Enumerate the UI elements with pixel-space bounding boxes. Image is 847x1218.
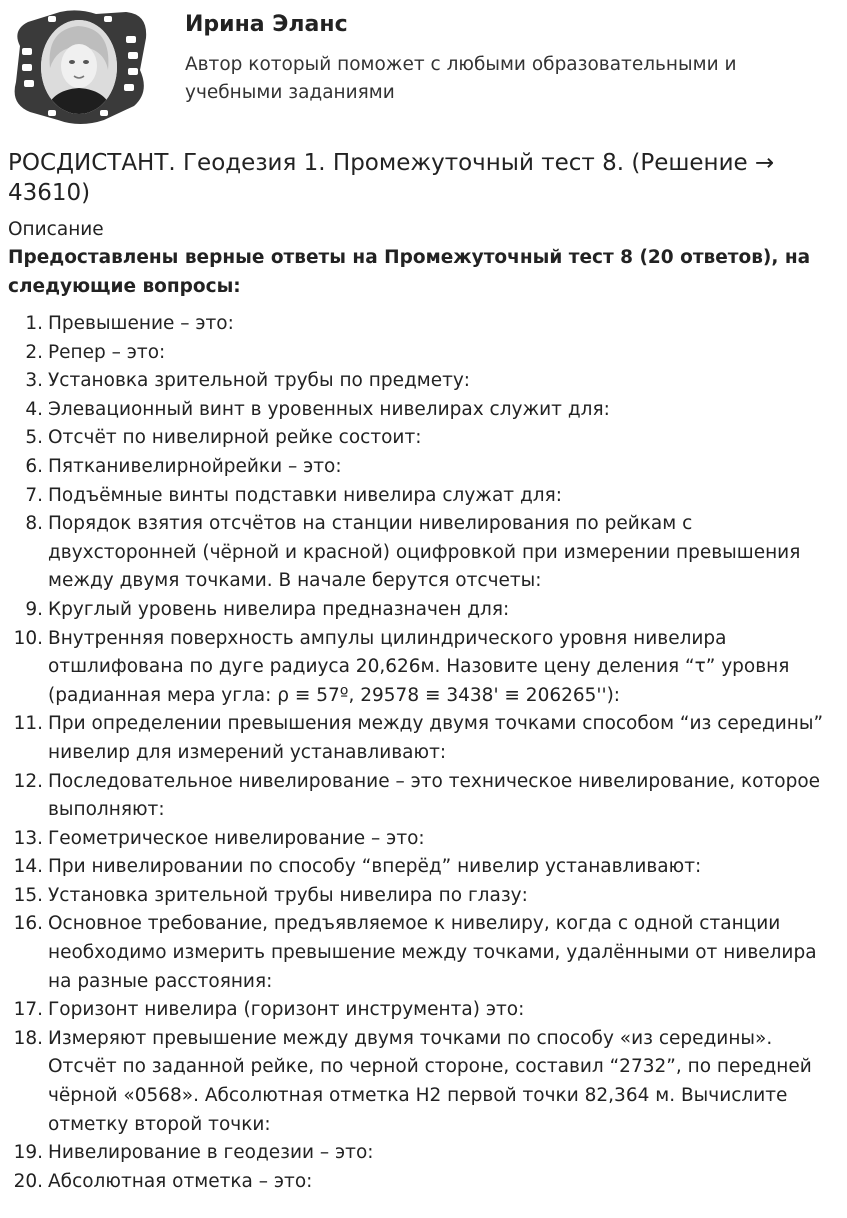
question-item: [0, 1139, 840, 1168]
question-text: Последовательное нивелирование – это техническое нивелирование, которое выполняют:: [48, 770, 821, 821]
question-number: 20.: [13, 1170, 43, 1192]
question-number: 13.: [13, 827, 43, 849]
question-number: 14.: [13, 856, 43, 878]
question-text: Круглый уровень нивелира предназначен для:: [48, 598, 510, 620]
question-number: 17.: [13, 999, 43, 1021]
question-text: Нивелирование в геодезии – это:: [48, 1142, 374, 1164]
question-text: Горизонт нивелира (горизонт инструмента) это:: [48, 999, 525, 1021]
question-text: Элевационный винт в уровенных нивелирах служит для:: [48, 398, 610, 420]
questions-list: [0, 310, 840, 1196]
page-title: РОСДИСТАНТ. Геодезия 1. Промежуточный тест 8. (Решение → 43610): [8, 150, 775, 206]
question-text: Геометрическое нивелирование – это:: [48, 827, 425, 849]
question-text: Установка зрительной трубы по предмету:: [48, 370, 471, 392]
question-item: [0, 339, 840, 368]
question-item: [0, 768, 840, 825]
question-item: [0, 424, 840, 453]
question-text: Превышение – это:: [48, 313, 234, 334]
question-number: 5.: [25, 427, 43, 449]
question-item: [0, 310, 840, 339]
question-text: Пятканивелирнойрейки – это:: [48, 455, 342, 477]
question-number: 9.: [25, 598, 43, 620]
question-item: [0, 453, 840, 482]
question-item: [0, 482, 840, 511]
question-number: 8.: [25, 513, 43, 535]
intro-text: Предоставлены верные ответы на Промежуточный тест 8 (20 ответов), на следующие вопросы:: [8, 247, 811, 297]
author-description: Автор который поможет с любыми образовательными и учебными заданиями: [185, 54, 737, 103]
question-number: 15.: [13, 884, 43, 906]
question-number: 4.: [25, 398, 43, 420]
question-number: 1.: [25, 313, 43, 334]
question-item: [0, 596, 840, 625]
question-number: 7.: [25, 484, 43, 506]
question-text: Внутренняя поверхность ампулы цилиндрического уровня нивелира отшлифована по дуге радиуса 20,626м. Назовите цену деления “τ” уровня (радианная мера угла: ρ ≡ 57º, 29578 ≡ 3438' ≡ 206265''):: [48, 627, 790, 706]
question-item: [0, 510, 840, 596]
question-item: [0, 396, 840, 425]
question-item: [0, 825, 840, 854]
question-text: Отсчёт по нивелирной рейке состоит:: [48, 427, 422, 449]
question-text: Основное требование, предъявляемое к нивелиру, когда с одной станции необходимо измерить превышение между точками, удалёнными от нивелира на разные расстояния:: [48, 913, 817, 992]
question-number: 10.: [13, 627, 43, 649]
question-text: Репер – это:: [48, 341, 166, 363]
question-number: 2.: [25, 341, 43, 363]
question-number: 18.: [13, 1027, 43, 1049]
question-item: [0, 882, 840, 911]
question-item: [0, 367, 840, 396]
question-number: 19.: [13, 1142, 43, 1164]
question-text: При нивелировании по способу “вперёд” нивелир устанавливают:: [48, 856, 702, 878]
question-item: [0, 625, 840, 711]
question-item: [0, 910, 840, 996]
question-item: [0, 996, 840, 1025]
question-text: Измеряют превышение между двумя точками по способу «из середины». Отсчёт по заданной рейке, по черной стороне, составил “2732”, по передней чёрной «0568». Абсолютная отметка Н2 первой точки 82,364 м. Вычислите отметку второй точки:: [48, 1027, 812, 1135]
question-text: Подъёмные винты подставки нивелира служат для:: [48, 484, 562, 506]
question-item: [0, 853, 840, 882]
description-label: Описание: [8, 219, 104, 240]
question-number: 12.: [13, 770, 43, 792]
question-item: [0, 1025, 840, 1139]
author-name[interactable]: Ирина Эланс: [185, 12, 348, 37]
question-text: Абсолютная отметка – это:: [48, 1170, 313, 1192]
question-number: 11.: [13, 713, 43, 735]
author-card: [0, 0, 847, 132]
question-text: Установка зрительной трубы нивелира по глазу:: [48, 884, 528, 906]
question-number: 6.: [25, 455, 43, 477]
question-item: [0, 710, 840, 767]
question-number: 3.: [25, 370, 43, 392]
question-text: При определении превышения между двумя точками способом “из середины” нивелир для измерений устанавливают:: [48, 713, 824, 763]
question-number: 16.: [13, 913, 43, 935]
question-text: Порядок взятия отсчётов на станции нивелирования по рейкам с двухсторонней (чёрной и красной) оцифровкой при измерении превышения между двумя точками. В начале берутся отсчеты:: [48, 513, 801, 592]
author-avatar: [8, 8, 150, 126]
question-item: [0, 1168, 840, 1197]
